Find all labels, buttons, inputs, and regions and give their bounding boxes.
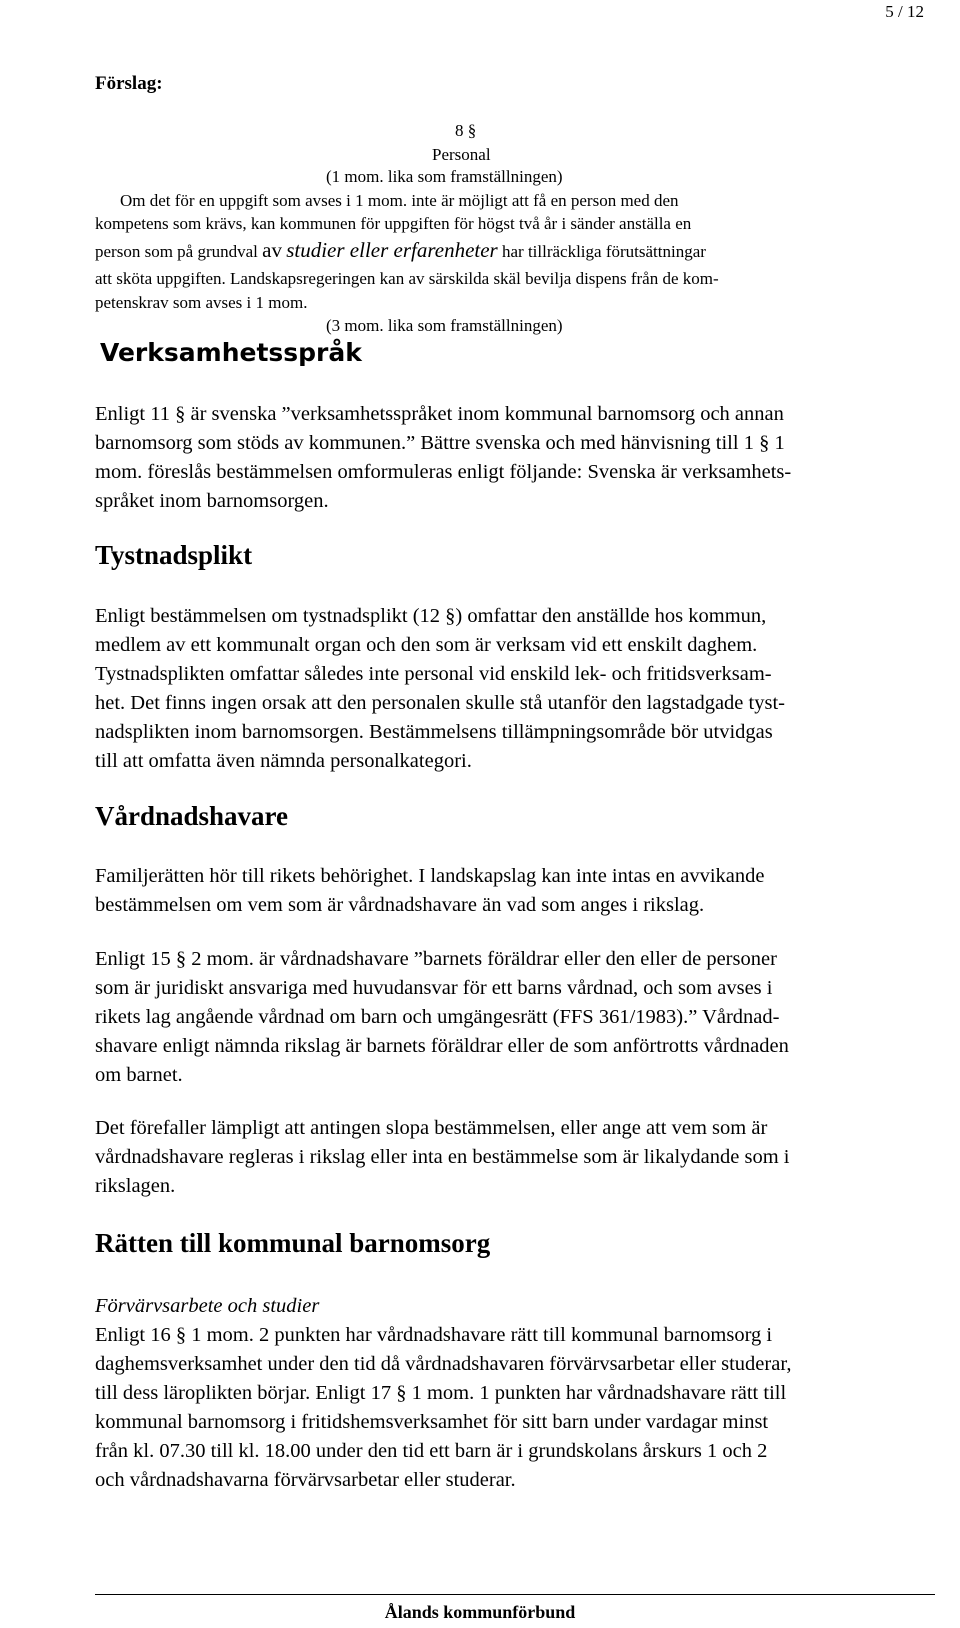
ratten-heading: Rätten till kommunal barnomsorg — [95, 1228, 491, 1258]
text-line: språket inom barnomsorgen. — [95, 490, 329, 512]
text-line: daghemsverksamhet under den tid då vårdnadshavaren förvärvsarbetar eller studerar, — [95, 1353, 792, 1375]
vardnadshavare-para-2 — [95, 945, 930, 1090]
text-line: mom. föreslås bestämmelsen omformuleras enligt följande: Svenska är verksamhets- — [95, 461, 792, 483]
ratten-subheading: Förvärvsarbete och studier — [95, 1295, 320, 1317]
mom1-note: (1 mom. lika som framställningen) — [326, 167, 563, 186]
text-line: bestämmelsen om vem som är vårdnadshavare än vad som anges i rikslag. — [95, 894, 705, 916]
text-line: het. Det finns ingen orsak att den personalen skulle stå utanför den lagstadgade tyst- — [95, 692, 785, 714]
text-line: barnomsorg som stöds av kommunen.” Bättre svenska och med hänvisning till 1 § 1 — [95, 432, 785, 454]
text-line: om barnet. — [95, 1064, 183, 1086]
vardnadshavare-para-3 — [95, 1114, 930, 1201]
text-line: till att omfatta även nämnda personalkategori. — [95, 750, 472, 772]
text-line: vårdnadshavare regleras i rikslag eller inta en bestämmelse som är likalydande som i — [95, 1146, 790, 1168]
text-line: Enligt bestämmelsen om tystnadsplikt (12 §) omfattar den anställde hos kommun, — [95, 605, 767, 627]
text-line: Det förefaller lämpligt att antingen slopa bestämmelsen, eller ange att vem som är — [95, 1117, 768, 1139]
text-line: medlem av ett kommunalt organ och den som är verksam vid ett enskilt daghem. — [95, 634, 758, 656]
section-sign: § — [467, 121, 477, 140]
proposal-line-5: petenskrav som avses i 1 mom. — [95, 293, 308, 312]
text-line: kommunal barnomsorg i fritidshemsverksamhet för sitt barn under vardagar minst — [95, 1411, 769, 1433]
proposal-line-1: Om det för en uppgift som avses i 1 mom. inte är möjligt att få en person med den — [120, 191, 679, 210]
ratten-body — [95, 1292, 930, 1495]
footer-rule — [95, 1594, 935, 1595]
text-line: Familjerätten hör till rikets behörighet. I landskapslag kan inte intas en avvikande — [95, 865, 765, 887]
proposal-line-3 — [95, 238, 706, 264]
vardnadshavare-para-1 — [95, 862, 930, 920]
section-number-value: 8 — [455, 121, 464, 140]
footer-org-name: Ålands kommunförbund — [384, 1602, 576, 1622]
text-line: shavare enligt nämnda rikslag är barnets föräldrar eller de som anförtrotts vårdnaden — [95, 1035, 789, 1057]
verksamhetssprak-heading: Verksamhetsspråk — [100, 338, 362, 367]
forslag-label: Förslag: — [95, 73, 163, 94]
text-line: Tystnadsplikten omfattar således inte personal vid enskild lek- och fritidsverksam- — [95, 663, 772, 685]
text-line: nadsplikten inom barnomsorgen. Bestämmelsens tillämpningsområde bör utvidgas — [95, 721, 773, 743]
tystnadsplikt-heading: Tystnadsplikt — [95, 540, 253, 570]
tystnadsplikt-body — [95, 602, 930, 776]
proposal-line-4: att sköta uppgiften. Landskapsregeringen kan av särskilda skäl bevilja dispens från de kom- — [95, 269, 719, 288]
section-number — [455, 118, 476, 143]
proposal-line-3b: av — [262, 238, 282, 262]
proposal-line-3a: person som på grundval — [95, 242, 258, 261]
text-line: rikets lag angående vårdnad om barn och umgängesrätt (FFS 361/1983).” Vårdnad- — [95, 1006, 780, 1028]
text-line: som är juridiskt ansvariga med huvudansvar för ett barns vårdnad, och som avses i — [95, 977, 773, 999]
text-line: rikslagen. — [95, 1175, 176, 1197]
text-line: till dess läroplikten börjar. Enligt 17 § 1 mom. 1 punkten har vårdnadshavare rätt till — [95, 1382, 787, 1404]
section-title: Personal — [432, 145, 491, 164]
proposal-line-3d: har tillräckliga förutsättningar — [501, 242, 706, 261]
page-number: 5 / 12 — [885, 2, 924, 21]
text-line: Enligt 16 § 1 mom. 2 punkten har vårdnadshavare rätt till kommunal barnomsorg i — [95, 1324, 773, 1346]
text-line: Enligt 11 § är svenska ”verksamhetsspråket inom kommunal barnomsorg och annan — [95, 403, 784, 425]
proposal-line-3c: studier eller erfarenheter — [286, 238, 498, 262]
verksamhetssprak-body — [95, 400, 930, 516]
text-line: och vårdnadshavarna förvärvsarbetar eller studerar. — [95, 1469, 516, 1491]
mom3-note: (3 mom. lika som framställningen) — [326, 316, 563, 335]
proposal-line-2: kompetens som krävs, kan kommunen för uppgiften för högst två år i sänder anställa en — [95, 214, 692, 233]
text-line: från kl. 07.30 till kl. 18.00 under den tid ett barn är i grundskolans årskurs 1 och 2 — [95, 1440, 768, 1462]
text-line: Enligt 15 § 2 mom. är vårdnadshavare ”barnets föräldrar eller den eller de personer — [95, 948, 777, 970]
vardnadshavare-heading: Vårdnadshavare — [95, 801, 289, 831]
